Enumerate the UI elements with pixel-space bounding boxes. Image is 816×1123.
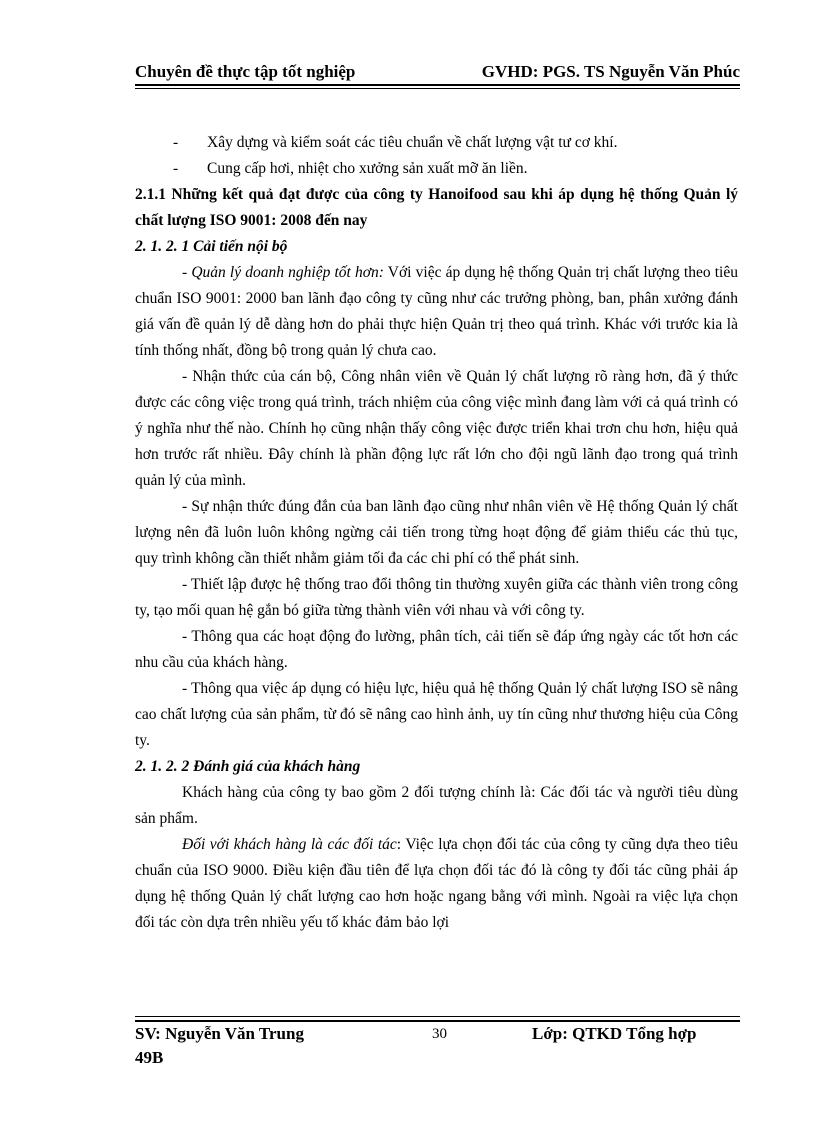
header-rule [135, 84, 740, 86]
page-header [135, 62, 740, 84]
paragraph: - Sự nhận thức đúng đắn của ban lãnh đạo cũng như nhân viên về Hệ thống Quản lý chất lượng nên đã luôn luôn không ngừng cải tiến trong từng hoạt động để giảm thiểu các thủ tục, quy trình không cần thiết nhằm giảm tối đa các chi phí có thể phát sinh. [135, 498, 738, 567]
footer-student: SV: Nguyễn Văn Trung 49B [135, 1024, 304, 1067]
paragraph: - Thiết lập được hệ thống trao đổi thông tin thường xuyên giữa các thành viên trong công ty, tạo mối quan hệ gắn bó giữa từng thành viên với nhau và với công ty. [135, 576, 738, 619]
paragraph-lead-italic: Đối với khách hàng là các đối tác [182, 836, 397, 853]
paragraph: Đối với khách hàng là các đối tác: Việc lựa chọn đối tác của công ty cũng dựa theo tiêu chuẩn của ISO 9000. Điều kiện đầu tiên để lựa chọn đối tác đó là công ty đối tác cũng phải áp dụng hệ thống Quản lý chất lượng cao hơn hoặc ngang bằng với mình. Ngoài ra việc lựa chọn đối tác còn dựa trên nhiều yếu tố khác đảm bảo lợi [135, 836, 738, 931]
header-rule-thin [135, 88, 740, 89]
section-heading-2-1-2-2: 2. 1. 2. 2 Đánh giá của khách hàng [135, 758, 361, 775]
paragraph: - Thông qua các hoạt động đo lường, phân tích, cải tiến sẽ đáp ứng ngày các tốt hơn các nhu cầu của khách hàng. [135, 628, 738, 671]
footer-rule-thin [135, 1016, 740, 1017]
document-body [135, 130, 738, 936]
paragraph: - Quản lý doanh nghiệp tốt hơn: Với việc áp dụng hệ thống Quản trị chất lượng theo tiêu chuẩn ISO 9001: 2000 ban lãnh đạo công ty cũng như các trưởng phòng, ban, phân xưởng đánh giá vấn đề quản lý dễ dàng hơn do phải thực hiện Quản trị theo quá trình. Khác với trước kia là tính thống nhất, đồng bộ trong quản lý chưa cao. [135, 264, 738, 359]
paragraph-lead-italic: Quản lý doanh nghiệp tốt hơn: [191, 264, 384, 281]
page-footer [135, 1022, 740, 1072]
paragraph: Khách hàng của công ty bao gồm 2 đối tượng chính là: Các đối tác và người tiêu dùng sản phẩm. [135, 784, 738, 827]
section-heading-2-1-2-1: 2. 1. 2. 1 Cải tiến nội bộ [135, 238, 288, 255]
header-title: Chuyên đề thực tập tốt nghiệp [135, 62, 356, 81]
paragraph: - Thông qua việc áp dụng có hiệu lực, hiệu quả hệ thống Quản lý chất lượng ISO sẽ nâng cao chất lượng của sản phẩm, từ đó sẽ nâng cao hình ảnh, uy tín cũng như thương hiệu của Công ty. [135, 680, 738, 749]
footer-class: Lớp: QTKD Tổng hợp [532, 1024, 697, 1043]
header-supervisor: GVHD: PGS. TS Nguyễn Văn Phúc [481, 62, 740, 81]
bullet-item: - Cung cấp hơi, nhiệt cho xưởng sản xuất mỡ ăn liền. [173, 160, 528, 177]
section-heading-2-1-1: 2.1.1 Những kết quả đạt được của công ty Hanoifood sau khi áp dụng hệ thống Quản lý chất lượng ISO 9001: 2008 đến nay [135, 186, 738, 229]
bullet-item: - Xây dựng và kiểm soát các tiêu chuẩn về chất lượng vật tư cơ khí. [173, 134, 618, 151]
page-number: 30 [432, 1026, 447, 1042]
paragraph: - Nhận thức của cán bộ, Công nhân viên về Quản lý chất lượng rõ ràng hơn, đã ý thức được các công việc trong quá trình, trách nhiệm của công việc mình đang làm với cả quá trình có ý nghĩa như thế nào. Chính họ cũng nhận thấy công việc được triển khai trơn chu hơn, hiệu quả hơn trước rất nhiều. Đây chính là phần động lực rất lớn cho đội ngũ lãnh đạo trong quá trình quản lý của mình. [135, 368, 738, 489]
